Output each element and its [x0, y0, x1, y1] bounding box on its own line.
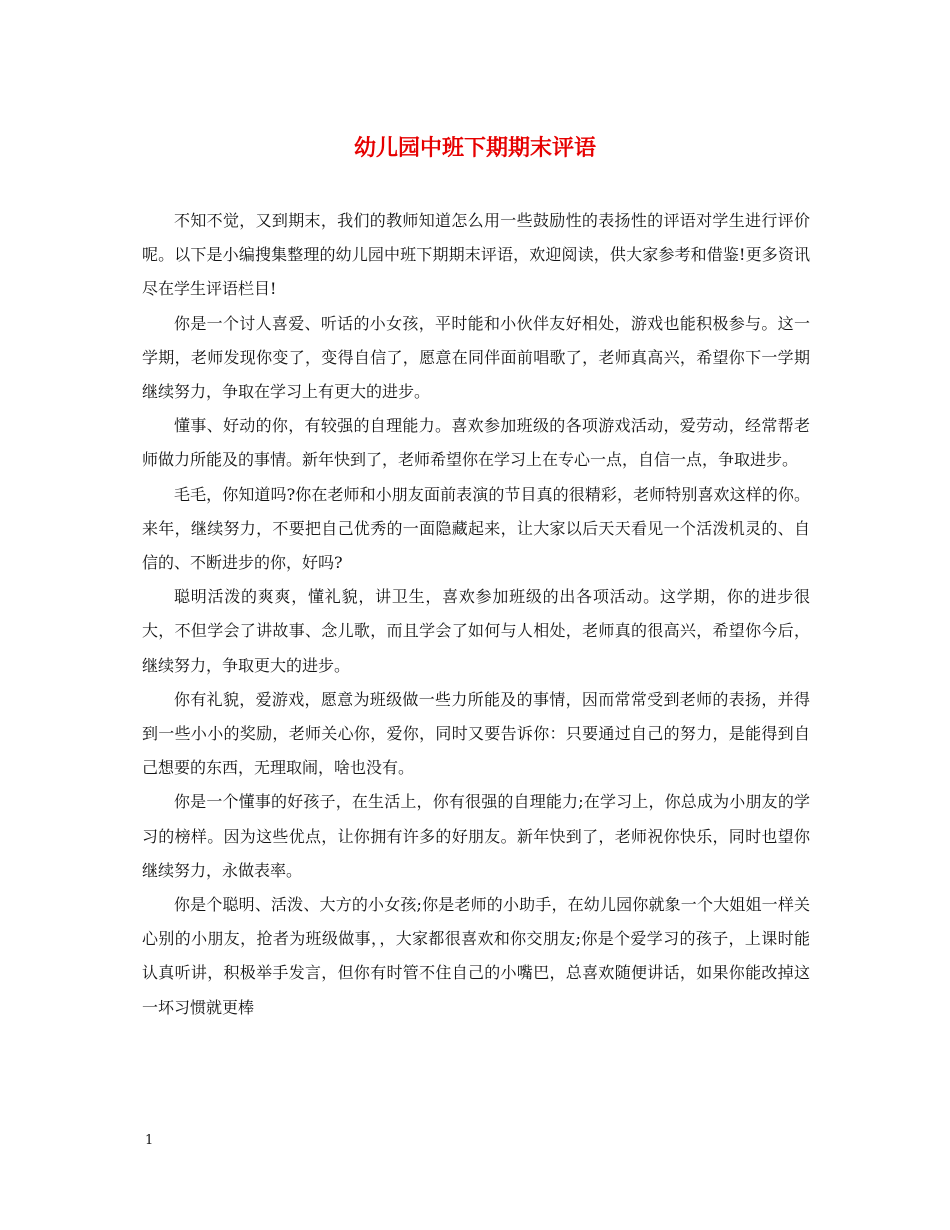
document-body: [142, 204, 810, 1025]
paragraph-comment-2: 懂事、好动的你，有较强的自理能力。喜欢参加班级的各项游戏活动，爱劳动，经常帮老师做力所能及的事情。新年快到了，老师希望你在学习上在专心一点，自信一点，争取进步。: [142, 416, 810, 470]
paragraph-comment-3: 毛毛，你知道吗?你在老师和小朋友面前表演的节目真的很精彩，老师特别喜欢这样的你。来年，继续努力，不要把自己优秀的一面隐藏起来，让大家以后天天看见一个活泼机灵的、自信的、不断进步的你，好吗?: [142, 484, 810, 573]
paragraph-comment-6: 你是一个懂事的好孩子，在生活上，你有很强的自理能力;在学习上，你总成为小朋友的学习的榜样。因为这些优点，让你拥有许多的好朋友。新年快到了，老师祝你快乐，同时也望你继续努力，永做表率。: [142, 792, 810, 880]
document-title: 幼儿园中班下期期末评语: [353, 135, 596, 161]
paragraph-comment-4: 聪明活泼的爽爽，懂礼貌，讲卫生，喜欢参加班级的出各项活动。这学期，你的进步很大，不但学会了讲故事、念儿歌，而且学会了如何与人相处，老师真的很高兴，希望你今后，继续努力，争取更大的进步。: [142, 587, 810, 675]
paragraph-comment-7: 你是个聪明、活泼、大方的小女孩;你是老师的小助手，在幼儿园你就象一个大姐姐一样关心别的小朋友，抢者为班级做事，，大家都很喜欢和你交朋友;你是个爱学习的孩子，上课时能认真听讲，积极举手发言，但你有时管不住自己的小嘴巴，总喜欢随便讲话，如果你能改掉这一坏习惯就更棒: [142, 895, 810, 1017]
paragraph-intro: 不知不觉，又到期末，我们的教师知道怎么用一些鼓励性的表扬性的评语对学生进行评价呢。以下是小编搜集整理的幼儿园中班下期期末评语，欢迎阅读，供大家参考和借鉴!更多资讯尽在学生评语栏目!: [142, 211, 810, 299]
paragraph-comment-1: 你是一个讨人喜爱、听话的小女孩，平时能和小伙伴友好相处，游戏也能积极参与。这一学期，老师发现你变了，变得自信了，愿意在同伴面前唱歌了，老师真高兴，希望你下一学期继续努力，争取在学习上有更大的进步。: [142, 313, 810, 402]
page-number: 1: [145, 1133, 154, 1148]
paragraph-comment-5: 你有礼貌，爱游戏，愿意为班级做一些力所能及的事情，因而常常受到老师的表扬，并得到一些小小的奖励，老师关心你，爱你，同时又要告诉你：只要通过自己的努力，是能得到自己想要的东西，无理取闹，啥也没有。: [142, 689, 810, 778]
